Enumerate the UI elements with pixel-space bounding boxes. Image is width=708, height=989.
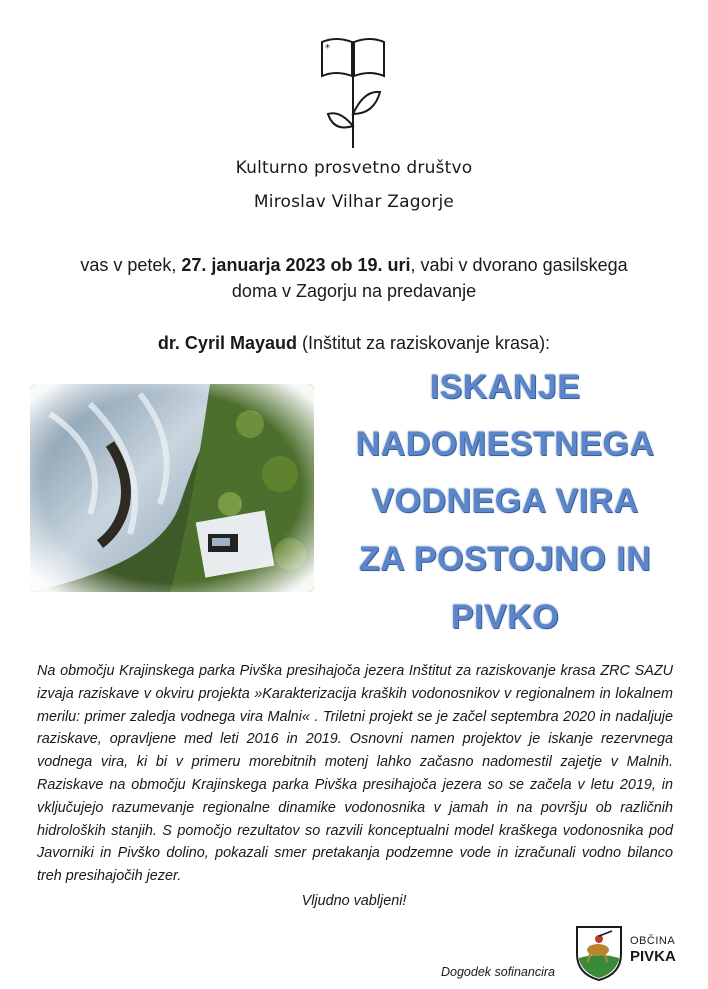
invitation-line1 [0,252,708,279]
invitation-line2: doma v Zagorju na predavanje [231,281,477,301]
organization-name: Kulturno prosvetno društvo [235,158,473,178]
lecture-description: Na območju Krajinskega parka Pivška presihajoča jezera Inštitut za raziskovanje krasa ZRC SAZU izvaja raziskave v okviru projekta »Karakterizacija kraških vodonosnikov v regionalnem in lokalnem merilu: primer zaledja vodnega vira Malni« . Triletni projekt se je začel septembra 2020 in nadaljuje raziskave, opravljene med leti 2016 in 2019. Osnovni namen projektov je iskanje rezervnega vodnega vira, ki bi v primeru morebitnih motenj lahko začasno nadomestil zajetje v Malnih. Raziskave na območju Krajinskega parka Pivška presihajoča jezera so se začela v letu 2019, in vključujejo razumevanje regionalne dinamike vodonosnika v jamah in na površju ob različnih hidroloških stanjih. S pomočjo rezultatov so razvili konceptualni model kraškega vodonosnika pod Javorniki in Pivško dolino, pokazali smer pretakanja podzemne vode in izračunali vodno bilanco treh presihajočih jezer. [37,663,673,885]
speaker-affiliation: (Inštitut za raziskovanje krasa): [296,333,551,353]
lecture-title-line2: NADOMESTNEGA [355,425,655,463]
municipality-label: OBČINA [630,935,676,947]
lecture-title-line5: PIVKO [450,598,560,636]
municipality-name: PIVKA [630,948,676,965]
pivka-crest-icon [574,924,624,982]
invitation-suffix: , vabi v dvorano gasilskega [410,255,628,275]
speaker-line [0,330,708,357]
invitation-prefix: vas v petek, [80,255,182,275]
svg-text:*: * [325,43,330,54]
sponsor-text: Dogodek sofinancira [441,965,555,979]
stream-photo [30,384,314,592]
event-date-time: 27. januarja 2023 ob 19. uri [181,255,411,275]
lecture-title-line1: ISKANJE [429,368,581,406]
closing-greeting: Vljudno vabljeni! [301,893,407,909]
organization-name-line2: Miroslav Vilhar Zagorje [253,192,455,212]
lecture-title-line4: ZA POSTOJNO IN [358,540,652,578]
society-logo-icon [318,34,388,150]
speaker-name: dr. Cyril Mayaud [157,333,297,353]
lecture-title-line3: VODNEGA VIRA [371,482,639,520]
